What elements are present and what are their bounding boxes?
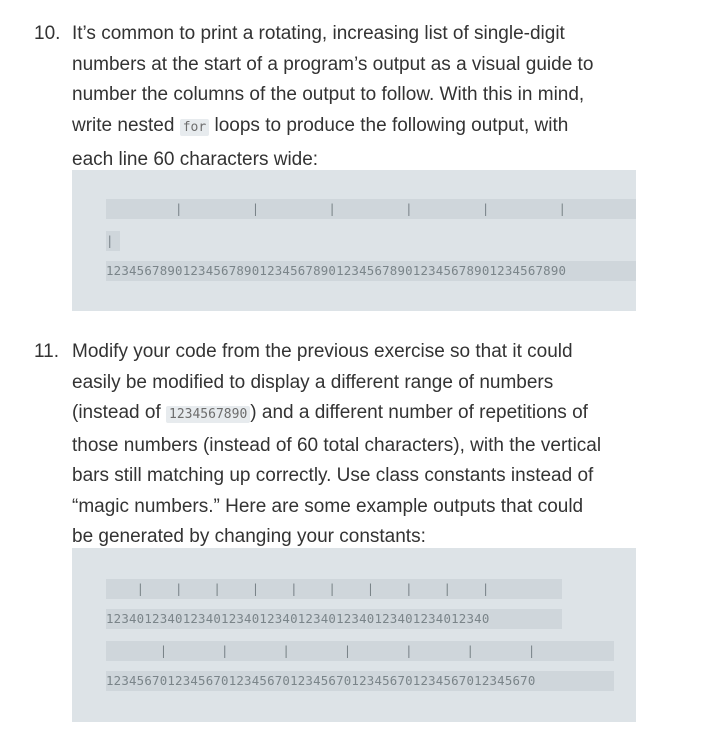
- text-line: numbers at the start of a program’s output as a visual guide to: [72, 53, 594, 75]
- exercise-number: 11.: [34, 341, 60, 362]
- text-line: It’s common to print a rotating, increasing list of single-digit: [72, 23, 565, 44]
- code-output-line: | | | | | | | | | |: [106, 579, 562, 599]
- text-line: [72, 398, 692, 431]
- output-code-block: [72, 170, 636, 311]
- code-output-line: 12340123401234012340123401234012340123401234012340: [106, 609, 562, 629]
- code-output-line: | | | | | | |: [106, 641, 614, 661]
- code-output-line: 123456789012345678901234567890123456789012345678901234567890: [106, 261, 636, 281]
- exercise-text: [72, 337, 692, 553]
- text-line: “magic numbers.” Here are some example outputs that could: [72, 495, 584, 517]
- text-line: those numbers (instead of 60 total characters), with the vertical: [72, 434, 602, 456]
- exercise-text: [72, 19, 692, 176]
- code-output-line: 12345670123456701234567012345670123456701234567012345670: [106, 671, 614, 691]
- text-line: be generated by changing your constants:: [72, 526, 426, 547]
- inline-code: for: [180, 119, 209, 136]
- text-fragment: write nested: [72, 114, 180, 136]
- output-code-block: [72, 548, 636, 722]
- inline-code: 1234567890: [166, 406, 250, 423]
- text-fragment: loops to produce the following output, with: [209, 114, 569, 136]
- text-line: [72, 111, 692, 144]
- text-line: number the columns of the output to follow. With this in mind,: [72, 84, 585, 105]
- text-line: easily be modified to display a different range of numbers: [72, 371, 554, 393]
- text-line: each line 60 characters wide:: [72, 149, 319, 170]
- text-fragment: (instead of: [72, 402, 166, 423]
- text-line: bars still matching up correctly. Use class constants instead of: [72, 465, 594, 486]
- code-output-line: |: [106, 231, 120, 251]
- text-fragment: ) and a different number of repetitions of: [250, 402, 588, 423]
- code-output-line: | | | | | |: [106, 199, 636, 219]
- exercise-number: 10.: [34, 23, 61, 44]
- text-line: Modify your code from the previous exercise so that it could: [72, 341, 573, 362]
